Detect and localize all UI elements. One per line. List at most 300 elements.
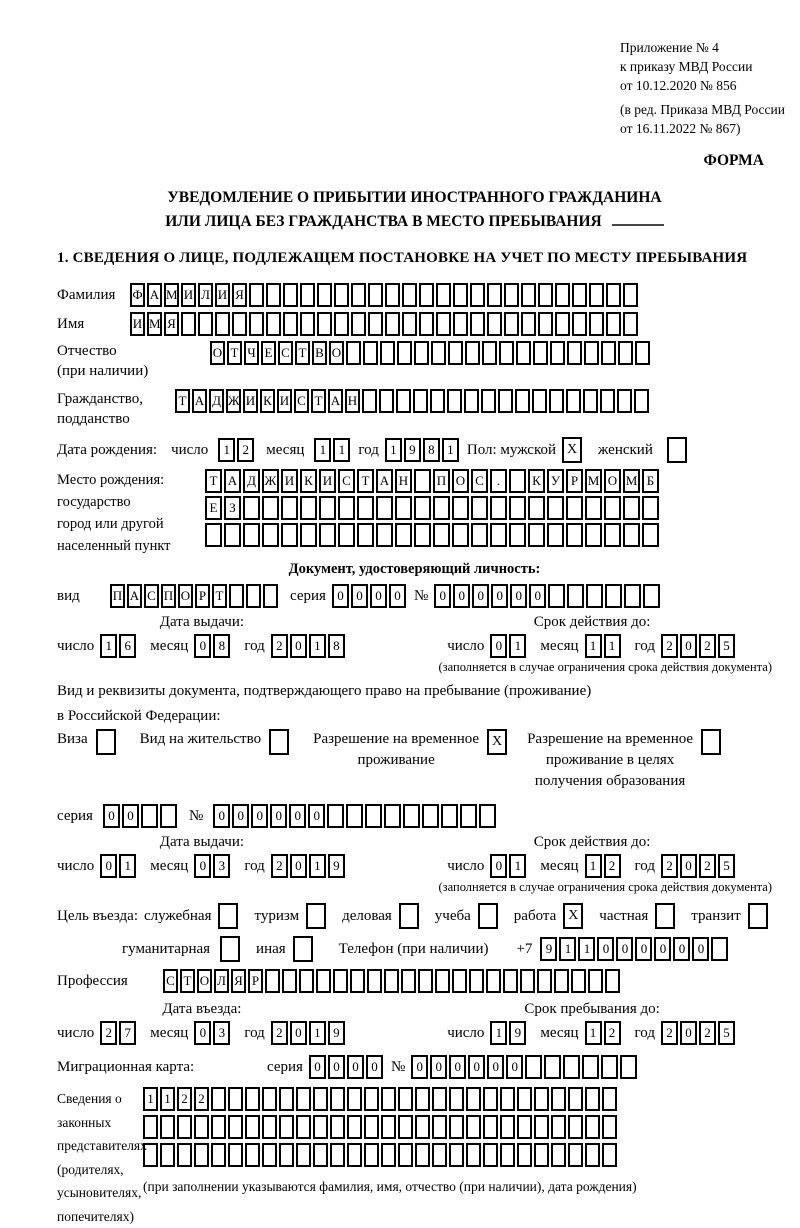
char-box[interactable]	[504, 283, 519, 307]
char-box[interactable]: 0	[491, 584, 508, 608]
char-box[interactable]	[548, 584, 565, 608]
char-box[interactable]: Ж	[226, 389, 241, 413]
char-box[interactable]: 0	[529, 584, 546, 608]
char-box[interactable]	[194, 1143, 209, 1167]
char-box[interactable]: Б	[642, 469, 659, 493]
char-box[interactable]	[215, 312, 230, 336]
char-box[interactable]	[503, 969, 518, 993]
char-box[interactable]	[317, 312, 332, 336]
char-box[interactable]	[500, 1143, 515, 1167]
char-box[interactable]: 0	[506, 1055, 523, 1079]
char-box[interactable]	[384, 969, 399, 993]
char-box[interactable]	[469, 969, 484, 993]
char-box[interactable]: 2	[661, 854, 678, 878]
char-box[interactable]	[600, 389, 615, 413]
char-box[interactable]	[509, 523, 526, 547]
char-box[interactable]	[347, 1087, 362, 1111]
char-box[interactable]	[605, 969, 620, 993]
char-box[interactable]: Д	[209, 389, 224, 413]
char-box[interactable]: Я	[231, 969, 246, 993]
char-box[interactable]	[568, 1143, 583, 1167]
char-box[interactable]	[449, 1115, 464, 1139]
char-box[interactable]	[395, 523, 412, 547]
char-box[interactable]	[521, 312, 536, 336]
char-box[interactable]: В	[312, 341, 327, 365]
temp-residence-edu-checkbox[interactable]	[701, 729, 721, 755]
char-box[interactable]	[465, 341, 480, 365]
char-box[interactable]	[642, 523, 659, 547]
char-box[interactable]	[211, 1143, 226, 1167]
char-box[interactable]	[347, 1115, 362, 1139]
char-box[interactable]	[534, 1087, 549, 1111]
char-box[interactable]: С	[338, 469, 355, 493]
char-box[interactable]	[384, 804, 401, 828]
char-box[interactable]	[585, 1087, 600, 1111]
char-box[interactable]: А	[192, 389, 207, 413]
char-box[interactable]: 9	[509, 1021, 526, 1045]
char-box[interactable]	[515, 389, 530, 413]
char-box[interactable]	[368, 283, 383, 307]
char-box[interactable]: 1	[604, 634, 621, 658]
char-box[interactable]: И	[130, 312, 145, 336]
char-box[interactable]	[588, 969, 603, 993]
char-box[interactable]: О	[178, 584, 193, 608]
char-box[interactable]	[589, 312, 604, 336]
char-box[interactable]	[313, 1087, 328, 1111]
char-box[interactable]	[470, 283, 485, 307]
char-box[interactable]	[623, 523, 640, 547]
char-box[interactable]	[452, 523, 469, 547]
char-box[interactable]	[351, 312, 366, 336]
char-box[interactable]	[279, 1087, 294, 1111]
char-box[interactable]	[549, 389, 564, 413]
char-box[interactable]: 2	[604, 1021, 621, 1045]
char-box[interactable]: Я	[164, 312, 179, 336]
char-box[interactable]: М	[164, 283, 179, 307]
char-box[interactable]: Н	[395, 469, 412, 493]
char-box[interactable]: 0	[309, 1055, 326, 1079]
char-box[interactable]	[396, 389, 411, 413]
char-box[interactable]	[346, 341, 361, 365]
char-box[interactable]	[334, 312, 349, 336]
char-box[interactable]: 0	[510, 584, 527, 608]
char-box[interactable]: К	[528, 469, 545, 493]
char-box[interactable]: Т	[180, 969, 195, 993]
char-box[interactable]: 0	[289, 804, 306, 828]
char-box[interactable]	[330, 1115, 345, 1139]
char-box[interactable]	[538, 283, 553, 307]
char-box[interactable]: 8	[328, 634, 345, 658]
char-box[interactable]	[351, 283, 366, 307]
char-box[interactable]	[466, 1087, 481, 1111]
char-box[interactable]: 1	[578, 937, 595, 961]
char-box[interactable]	[464, 389, 479, 413]
char-box[interactable]	[205, 523, 222, 547]
char-box[interactable]	[711, 937, 728, 961]
char-box[interactable]: 0	[290, 634, 307, 658]
char-box[interactable]: Т	[357, 469, 374, 493]
char-box[interactable]: .	[490, 469, 507, 493]
char-box[interactable]: И	[243, 389, 258, 413]
temp-residence-checkbox[interactable]: X	[487, 729, 507, 755]
char-box[interactable]	[300, 523, 317, 547]
char-box[interactable]	[194, 1115, 209, 1139]
char-box[interactable]	[624, 584, 641, 608]
char-box[interactable]	[224, 523, 241, 547]
char-box[interactable]	[604, 496, 621, 520]
char-box[interactable]	[449, 1143, 464, 1167]
char-box[interactable]	[448, 341, 463, 365]
char-box[interactable]: 1	[309, 1021, 326, 1045]
char-box[interactable]	[471, 496, 488, 520]
char-box[interactable]: 0	[487, 1055, 504, 1079]
char-box[interactable]	[313, 1143, 328, 1167]
char-box[interactable]	[533, 341, 548, 365]
char-box[interactable]	[232, 312, 247, 336]
char-box[interactable]: Т	[295, 341, 310, 365]
char-box[interactable]	[296, 1143, 311, 1167]
char-box[interactable]: Л	[198, 283, 213, 307]
char-box[interactable]	[568, 1087, 583, 1111]
char-box[interactable]: 2	[271, 854, 288, 878]
char-box[interactable]	[584, 341, 599, 365]
char-box[interactable]	[602, 1143, 617, 1167]
char-box[interactable]: 2	[194, 1087, 209, 1111]
char-box[interactable]	[177, 1115, 192, 1139]
char-box[interactable]	[300, 312, 315, 336]
char-box[interactable]: С	[294, 389, 309, 413]
char-box[interactable]	[243, 523, 260, 547]
char-box[interactable]: 0	[370, 584, 387, 608]
char-box[interactable]	[453, 312, 468, 336]
char-box[interactable]: 1	[585, 854, 602, 878]
char-box[interactable]	[397, 341, 412, 365]
char-box[interactable]	[296, 1087, 311, 1111]
char-box[interactable]: 1	[585, 634, 602, 658]
char-box[interactable]	[623, 496, 640, 520]
char-box[interactable]	[483, 1143, 498, 1167]
char-box[interactable]: П	[110, 584, 125, 608]
char-box[interactable]: 6	[119, 634, 136, 658]
char-box[interactable]: 0	[100, 854, 117, 878]
char-box[interactable]: 1	[442, 438, 459, 462]
char-box[interactable]: Т	[205, 469, 222, 493]
char-box[interactable]	[422, 804, 439, 828]
char-box[interactable]	[550, 341, 565, 365]
char-box[interactable]	[585, 1143, 600, 1167]
char-box[interactable]	[534, 1115, 549, 1139]
char-box[interactable]	[568, 1115, 583, 1139]
char-box[interactable]	[265, 969, 280, 993]
char-box[interactable]: А	[127, 584, 142, 608]
char-box[interactable]	[414, 496, 431, 520]
char-box[interactable]: Л	[214, 969, 229, 993]
char-box[interactable]	[470, 312, 485, 336]
char-box[interactable]	[606, 312, 621, 336]
char-box[interactable]	[333, 969, 348, 993]
char-box[interactable]	[319, 496, 336, 520]
char-box[interactable]	[551, 1143, 566, 1167]
char-box[interactable]	[551, 1115, 566, 1139]
char-box[interactable]: 0	[411, 1055, 428, 1079]
char-box[interactable]	[528, 523, 545, 547]
char-box[interactable]	[544, 1055, 561, 1079]
char-box[interactable]	[430, 389, 445, 413]
char-box[interactable]: Т	[175, 389, 190, 413]
purpose-gumanitarnaya-checkbox[interactable]	[220, 936, 240, 962]
char-box[interactable]	[623, 312, 638, 336]
char-box[interactable]	[401, 969, 416, 993]
char-box[interactable]: Т	[227, 341, 242, 365]
char-box[interactable]: 2	[237, 438, 254, 462]
char-box[interactable]	[357, 496, 374, 520]
char-box[interactable]: 1	[160, 1087, 175, 1111]
purpose-delovaya-checkbox[interactable]	[399, 903, 419, 929]
char-box[interactable]	[601, 1055, 618, 1079]
char-box[interactable]: 8	[423, 438, 440, 462]
char-box[interactable]	[517, 1087, 532, 1111]
char-box[interactable]	[572, 312, 587, 336]
char-box[interactable]	[415, 1143, 430, 1167]
char-box[interactable]: Е	[205, 496, 222, 520]
char-box[interactable]	[601, 341, 616, 365]
char-box[interactable]	[471, 523, 488, 547]
char-box[interactable]: 3	[213, 854, 230, 878]
char-box[interactable]	[415, 1115, 430, 1139]
char-box[interactable]	[300, 496, 317, 520]
char-box[interactable]: К	[260, 389, 275, 413]
char-box[interactable]	[299, 969, 314, 993]
residence-permit-checkbox[interactable]	[269, 729, 289, 755]
char-box[interactable]	[249, 283, 264, 307]
char-box[interactable]: 0	[472, 584, 489, 608]
char-box[interactable]: И	[181, 283, 196, 307]
char-box[interactable]: 2	[100, 1021, 117, 1045]
char-box[interactable]: Е	[261, 341, 276, 365]
char-box[interactable]	[319, 523, 336, 547]
char-box[interactable]: 8	[213, 634, 230, 658]
char-box[interactable]	[447, 389, 462, 413]
char-box[interactable]	[419, 312, 434, 336]
char-box[interactable]: И	[281, 469, 298, 493]
char-box[interactable]: 0	[430, 1055, 447, 1079]
char-box[interactable]: 0	[194, 634, 211, 658]
char-box[interactable]	[525, 1055, 542, 1079]
visa-checkbox[interactable]	[96, 729, 116, 755]
char-box[interactable]	[245, 1143, 260, 1167]
char-box[interactable]: С	[471, 469, 488, 493]
blank-underline[interactable]	[612, 212, 664, 226]
char-box[interactable]: 1	[509, 854, 526, 878]
char-box[interactable]	[381, 1087, 396, 1111]
gender-female-checkbox[interactable]	[667, 437, 687, 463]
char-box[interactable]: 0	[616, 937, 633, 961]
char-box[interactable]	[198, 312, 213, 336]
char-box[interactable]: А	[376, 469, 393, 493]
char-box[interactable]	[376, 523, 393, 547]
char-box[interactable]: 1	[314, 438, 331, 462]
char-box[interactable]: 1	[585, 1021, 602, 1045]
char-box[interactable]	[532, 389, 547, 413]
char-box[interactable]	[572, 283, 587, 307]
char-box[interactable]: 1	[309, 854, 326, 878]
char-box[interactable]: 2	[699, 854, 716, 878]
char-box[interactable]	[381, 1115, 396, 1139]
char-box[interactable]: М	[623, 469, 640, 493]
char-box[interactable]: 1	[333, 438, 350, 462]
char-box[interactable]: 0	[680, 634, 697, 658]
char-box[interactable]	[398, 1115, 413, 1139]
char-box[interactable]: 7	[119, 1021, 136, 1045]
char-box[interactable]	[583, 389, 598, 413]
char-box[interactable]	[385, 283, 400, 307]
char-box[interactable]: 1	[309, 634, 326, 658]
char-box[interactable]: 0	[213, 804, 230, 828]
char-box[interactable]	[385, 312, 400, 336]
char-box[interactable]	[403, 804, 420, 828]
char-box[interactable]	[466, 1115, 481, 1139]
char-box[interactable]: 0	[347, 1055, 364, 1079]
char-box[interactable]	[262, 1087, 277, 1111]
char-box[interactable]: 2	[661, 634, 678, 658]
char-box[interactable]: 2	[699, 1021, 716, 1045]
char-box[interactable]	[228, 1087, 243, 1111]
char-box[interactable]	[160, 804, 177, 828]
char-box[interactable]: 2	[604, 854, 621, 878]
char-box[interactable]	[605, 584, 622, 608]
char-box[interactable]	[177, 1143, 192, 1167]
char-box[interactable]	[449, 1087, 464, 1111]
char-box[interactable]: 2	[271, 1021, 288, 1045]
char-box[interactable]	[160, 1115, 175, 1139]
char-box[interactable]	[635, 341, 650, 365]
char-box[interactable]	[330, 1087, 345, 1111]
char-box[interactable]	[589, 283, 604, 307]
char-box[interactable]	[606, 283, 621, 307]
char-box[interactable]	[262, 1115, 277, 1139]
char-box[interactable]: О	[329, 341, 344, 365]
char-box[interactable]: 0	[635, 937, 652, 961]
char-box[interactable]	[245, 1115, 260, 1139]
char-box[interactable]	[229, 584, 244, 608]
purpose-turizm-checkbox[interactable]	[306, 903, 326, 929]
char-box[interactable]	[567, 584, 584, 608]
char-box[interactable]	[211, 1115, 226, 1139]
char-box[interactable]	[585, 1115, 600, 1139]
char-box[interactable]: 0	[453, 584, 470, 608]
char-box[interactable]	[571, 969, 586, 993]
char-box[interactable]	[263, 584, 278, 608]
char-box[interactable]: 0	[434, 584, 451, 608]
char-box[interactable]: 0	[290, 854, 307, 878]
char-box[interactable]	[509, 469, 526, 493]
char-box[interactable]: 0	[232, 804, 249, 828]
char-box[interactable]: 5	[718, 1021, 735, 1045]
char-box[interactable]: 1	[143, 1087, 158, 1111]
char-box[interactable]	[313, 1115, 328, 1139]
char-box[interactable]	[327, 804, 344, 828]
char-box[interactable]	[521, 283, 536, 307]
char-box[interactable]	[262, 1143, 277, 1167]
purpose-ucheba-checkbox[interactable]	[478, 903, 498, 929]
char-box[interactable]: И	[215, 283, 230, 307]
char-box[interactable]: 9	[540, 937, 557, 961]
char-box[interactable]: И	[319, 469, 336, 493]
char-box[interactable]: 9	[404, 438, 421, 462]
char-box[interactable]	[551, 1087, 566, 1111]
char-box[interactable]	[432, 1087, 447, 1111]
char-box[interactable]	[413, 389, 428, 413]
char-box[interactable]	[143, 1143, 158, 1167]
char-box[interactable]	[181, 312, 196, 336]
char-box[interactable]	[402, 312, 417, 336]
char-box[interactable]	[338, 496, 355, 520]
char-box[interactable]: 0	[366, 1055, 383, 1079]
char-box[interactable]	[642, 496, 659, 520]
char-box[interactable]: 2	[661, 1021, 678, 1045]
purpose-inaya-checkbox[interactable]	[293, 936, 313, 962]
char-box[interactable]: Р	[195, 584, 210, 608]
purpose-tranzit-checkbox[interactable]	[748, 903, 768, 929]
char-box[interactable]	[143, 1115, 158, 1139]
char-box[interactable]	[634, 389, 649, 413]
char-box[interactable]	[347, 1143, 362, 1167]
char-box[interactable]	[436, 312, 451, 336]
char-box[interactable]	[228, 1143, 243, 1167]
char-box[interactable]: 2	[699, 634, 716, 658]
char-box[interactable]: 0	[103, 804, 120, 828]
char-box[interactable]: 3	[213, 1021, 230, 1045]
char-box[interactable]	[433, 496, 450, 520]
char-box[interactable]	[415, 1087, 430, 1111]
char-box[interactable]	[381, 1143, 396, 1167]
char-box[interactable]	[547, 496, 564, 520]
char-box[interactable]	[402, 283, 417, 307]
char-box[interactable]	[452, 496, 469, 520]
char-box[interactable]	[262, 496, 279, 520]
char-box[interactable]: С	[144, 584, 159, 608]
char-box[interactable]	[281, 496, 298, 520]
char-box[interactable]	[567, 341, 582, 365]
char-box[interactable]	[500, 1087, 515, 1111]
char-box[interactable]	[283, 312, 298, 336]
char-box[interactable]: 0	[449, 1055, 466, 1079]
char-box[interactable]	[528, 496, 545, 520]
char-box[interactable]	[398, 1087, 413, 1111]
char-box[interactable]	[395, 496, 412, 520]
char-box[interactable]	[623, 283, 638, 307]
char-box[interactable]	[249, 312, 264, 336]
char-box[interactable]	[282, 969, 297, 993]
char-box[interactable]	[500, 1115, 515, 1139]
char-box[interactable]	[602, 1115, 617, 1139]
char-box[interactable]: 0	[308, 804, 325, 828]
char-box[interactable]: 9	[328, 854, 345, 878]
char-box[interactable]	[453, 283, 468, 307]
char-box[interactable]: 0	[290, 1021, 307, 1045]
char-box[interactable]: Т	[212, 584, 227, 608]
purpose-chastnaya-checkbox[interactable]	[655, 903, 675, 929]
char-box[interactable]	[350, 969, 365, 993]
char-box[interactable]: Ч	[244, 341, 259, 365]
char-box[interactable]	[555, 283, 570, 307]
char-box[interactable]	[376, 496, 393, 520]
char-box[interactable]: 0	[194, 1021, 211, 1045]
char-box[interactable]	[487, 283, 502, 307]
char-box[interactable]	[585, 523, 602, 547]
char-box[interactable]	[279, 1143, 294, 1167]
char-box[interactable]: Я	[232, 283, 247, 307]
